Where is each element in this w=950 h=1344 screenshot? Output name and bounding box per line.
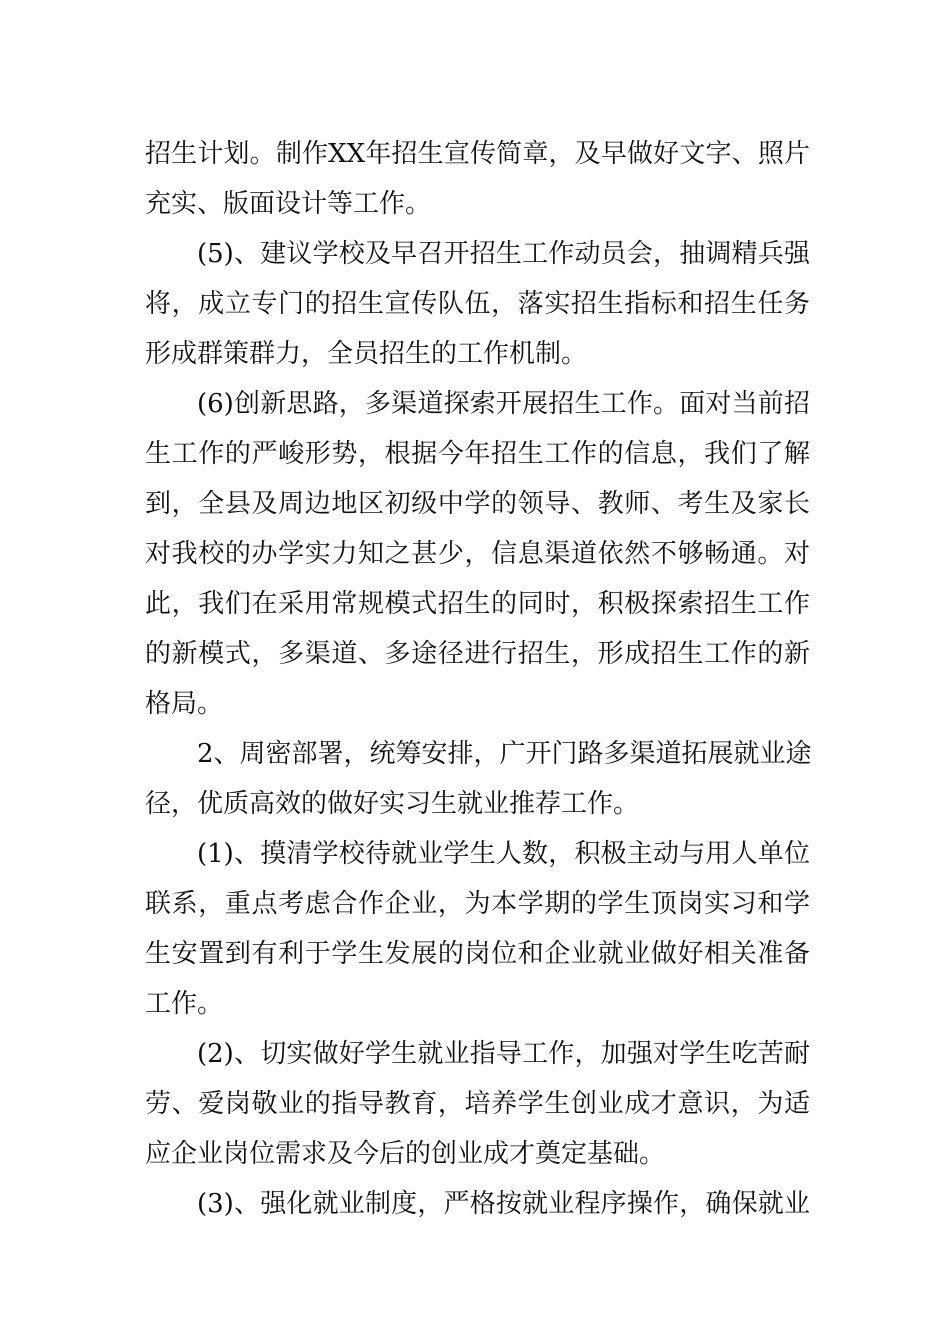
text-line: 工作。 bbox=[145, 989, 224, 1019]
text-line: 形成群策群力，全员招生的工作机制。 bbox=[145, 339, 588, 369]
text-line: 的新模式，多渠道、多途径进行招生，形成招生工作的新 bbox=[145, 639, 810, 669]
paragraph-start-line: (6)创新思路，多渠道探索开展招生工作。面对当前招 bbox=[197, 389, 810, 419]
paragraph-start-line: (3)、强化就业制度，严格按就业程序操作，确保就业 bbox=[197, 1189, 810, 1219]
text-line: 生安置到有利于学生发展的岗位和企业就业做好相关准备 bbox=[145, 939, 810, 969]
paragraph-start-line: (1)、摸清学校待就业学生人数，积极主动与用人单位 bbox=[197, 839, 810, 869]
text-line: 招生计划。制作XX年招生宣传简章，及早做好文字、照片 bbox=[145, 139, 810, 169]
text-line: 到，全县及周边地区初级中学的领导、教师、考生及家长 bbox=[145, 489, 810, 519]
paragraph-start-line: (2)、切实做好学生就业指导工作，加强对学生吃苦耐 bbox=[197, 1039, 810, 1069]
text-line: 此，我们在采用常规模式招生的同时，积极探索招生工作 bbox=[145, 589, 810, 619]
text-line: 劳、爱岗敬业的指导教育，培养学生创业成才意识，为适 bbox=[145, 1089, 810, 1119]
paragraph-start-line: 2、周密部署，统筹安排，广开门路多渠道拓展就业途 bbox=[197, 739, 812, 769]
text-line: 格局。 bbox=[145, 689, 224, 719]
text-line: 对我校的办学实力知之甚少，信息渠道依然不够畅通。对 bbox=[145, 539, 810, 569]
text-line: 应企业岗位需求及今后的创业成才奠定基础。 bbox=[145, 1139, 666, 1169]
document-body bbox=[145, 129, 810, 1229]
text-line: 充实、版面设计等工作。 bbox=[145, 189, 432, 219]
text-line: 生工作的严峻形势，根据今年招生工作的信息，我们了解 bbox=[145, 439, 810, 469]
paragraph-start-line: (5)、建议学校及早召开招生工作动员会，抽调精兵强 bbox=[197, 239, 810, 269]
text-line: 将，成立专门的招生宣传队伍，落实招生指标和招生任务 bbox=[145, 289, 810, 319]
text-line: 联系，重点考虑合作企业，为本学期的学生顶岗实习和学 bbox=[145, 889, 810, 919]
text-line: 径，优质高效的做好实习生就业推荐工作。 bbox=[145, 789, 640, 819]
